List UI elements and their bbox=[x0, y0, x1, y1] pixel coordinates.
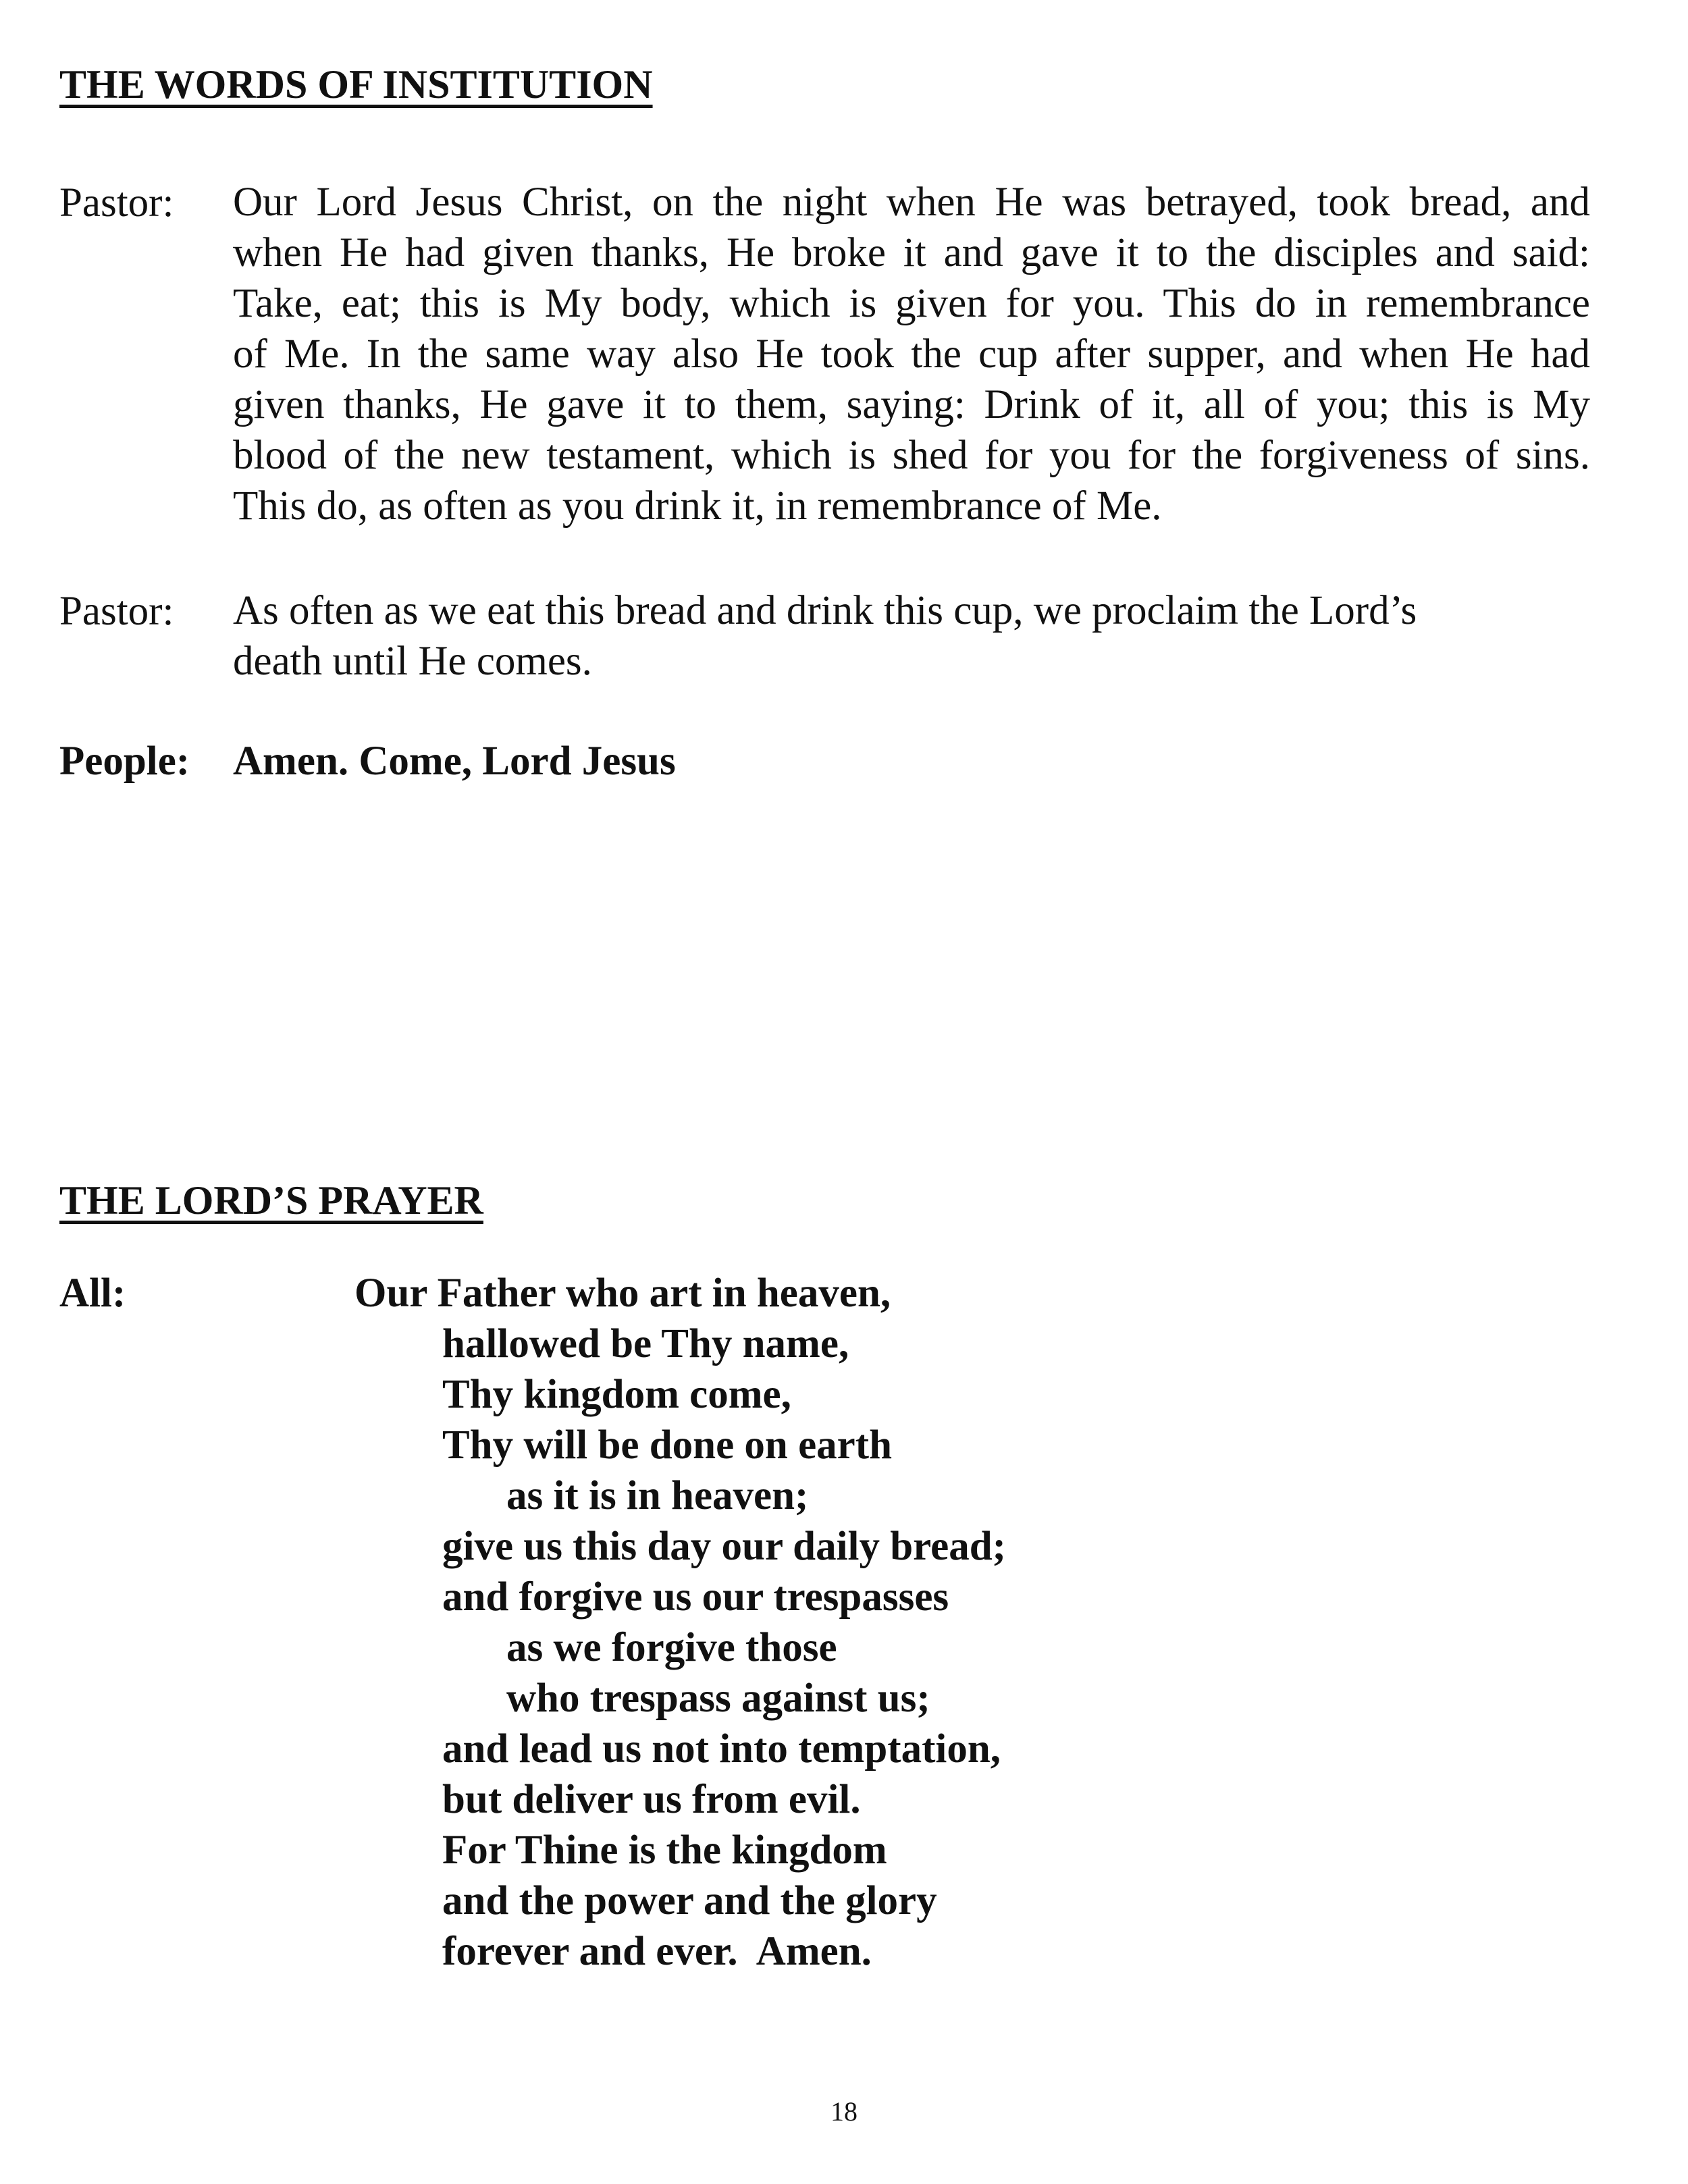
prayer-line: hallowed be Thy name, bbox=[442, 1321, 849, 1366]
prayer-line: forever and ever. Amen. bbox=[442, 1929, 872, 1974]
prayer-line: Thy kingdom come, bbox=[442, 1372, 791, 1417]
prayer-line: and forgive us our trespasses bbox=[442, 1574, 949, 1620]
text-line: Our Lord Jesus Christ, on the night when He was betrayed, took bread, and bbox=[233, 180, 1590, 225]
section-heading: THE LORD’S PRAYER bbox=[59, 1178, 483, 1223]
pastor-institution-text bbox=[233, 177, 1590, 531]
prayer-line: Thy will be done on earth bbox=[442, 1422, 892, 1468]
speaker-label: All: bbox=[59, 1271, 126, 1316]
prayer-line: and the power and the glory bbox=[442, 1878, 937, 1923]
text-line: of Me. In the same way also He took the cup after supper, and when He had bbox=[233, 331, 1590, 377]
prayer-line: give us this day our daily bread; bbox=[442, 1524, 1006, 1569]
text-line: death until He comes. bbox=[233, 639, 592, 684]
prayer-line: but deliver us from evil. bbox=[442, 1777, 861, 1822]
prayer-line: as we forgive those bbox=[506, 1625, 837, 1670]
speaker-label: Pastor: bbox=[59, 589, 174, 634]
text-line: This do, as often as you drink it, in remembrance of Me. bbox=[233, 483, 1162, 529]
prayer-line: Our Father who art in heaven, bbox=[354, 1271, 891, 1316]
text-line: when He had given thanks, He broke it and gave it to the disciples and said: bbox=[233, 230, 1590, 275]
speaker-label: People: bbox=[59, 739, 190, 784]
text-line: Take, eat; this is My body, which is given for you. This do in remembrance bbox=[233, 281, 1590, 326]
speaker-label: Pastor: bbox=[59, 180, 174, 225]
prayer-line: as it is in heaven; bbox=[506, 1473, 809, 1518]
prayer-line: and lead us not into temptation, bbox=[442, 1726, 1001, 1772]
text-line: blood of the new testament, which is shed for you for the forgiveness of sins. bbox=[233, 433, 1590, 478]
people-response-text: Amen. Come, Lord Jesus bbox=[233, 739, 676, 784]
section-heading: THE WORDS OF INSTITUTION bbox=[59, 62, 653, 107]
pastor-proclamation-text bbox=[233, 585, 1516, 687]
prayer-line: For Thine is the kingdom bbox=[442, 1828, 887, 1873]
text-line: given thanks, He gave it to them, saying: Drink of it, all of you; this is My bbox=[233, 382, 1590, 427]
prayer-line: who trespass against us; bbox=[506, 1676, 930, 1721]
text-line: As often as we eat this bread and drink this cup, we proclaim the Lord’s bbox=[233, 588, 1417, 633]
page-number: 18 bbox=[830, 2096, 858, 2127]
